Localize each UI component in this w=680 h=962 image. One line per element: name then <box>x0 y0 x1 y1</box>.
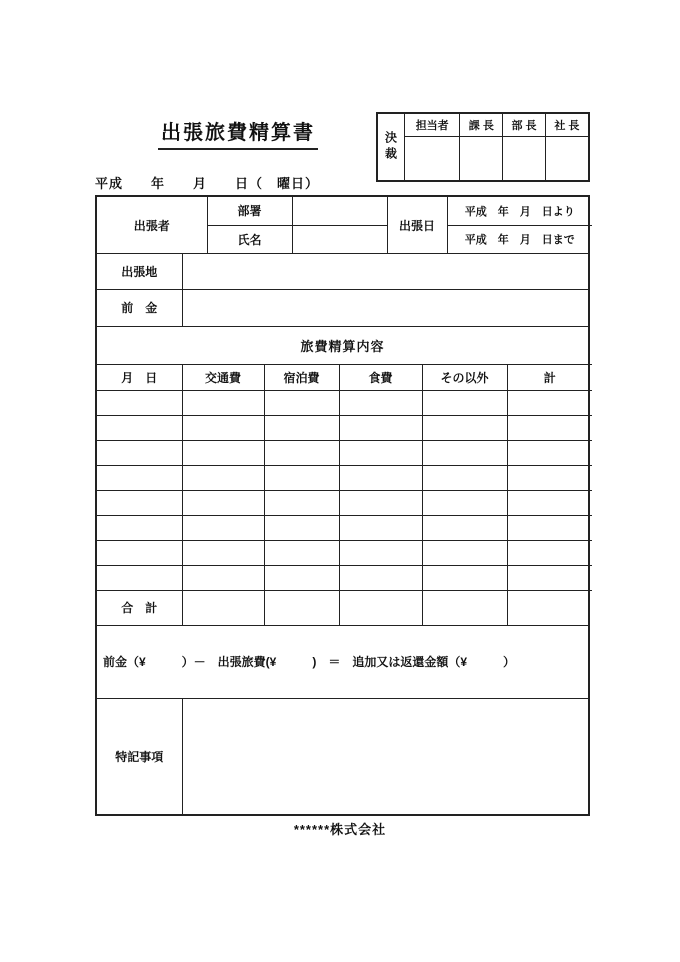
expense-empty-cell <box>507 566 592 591</box>
destination-input-cell <box>182 254 588 290</box>
department-label-cell: 部署 <box>207 197 292 225</box>
notes-label-cell: 特記事項 <box>97 699 182 814</box>
expense-empty-row <box>97 566 592 591</box>
expense-section-title-table <box>97 326 588 365</box>
expense-empty-cell <box>182 391 264 416</box>
approval-table <box>405 114 588 180</box>
expense-empty-row <box>97 441 592 466</box>
page-title: 出張旅費精算書 <box>158 116 318 150</box>
expense-empty-row <box>97 416 592 441</box>
department-input-cell <box>292 197 387 225</box>
expense-empty-cell <box>422 466 507 491</box>
approval-header-row <box>405 114 588 136</box>
expense-empty-rows <box>97 391 592 591</box>
total-value-cell <box>339 591 422 625</box>
expense-header-transport: 交通費 <box>182 365 264 391</box>
expense-empty-cell <box>339 566 422 591</box>
expense-empty-cell <box>422 416 507 441</box>
trip-date-from-cell: 平成 年 月 日より <box>464 205 575 218</box>
expense-empty-row <box>97 391 592 416</box>
expense-empty-cell <box>264 391 339 416</box>
expense-empty-cell <box>264 491 339 516</box>
expense-header-lodging: 宿泊費 <box>264 365 339 391</box>
settlement-formula-table <box>97 625 588 699</box>
approval-header-staff: 担当者 <box>405 114 460 136</box>
expense-section-title-row <box>97 326 588 364</box>
special-notes-table <box>97 698 588 814</box>
advance-row <box>97 290 588 326</box>
expense-empty-cell <box>507 391 592 416</box>
expense-empty-cell <box>264 516 339 541</box>
expense-breakdown-table <box>97 364 592 625</box>
expense-empty-cell <box>97 391 182 416</box>
expense-header-total: 計 <box>507 365 592 391</box>
traveler-label-cell: 出張者 <box>97 197 207 253</box>
approval-label: 決裁 <box>383 131 398 163</box>
total-value-cell <box>422 591 507 625</box>
expense-total-row <box>97 591 592 625</box>
approval-stamp-cell <box>460 136 503 180</box>
company-name: ******株式会社 <box>293 822 387 837</box>
expense-empty-cell <box>264 541 339 566</box>
traveler-row-1 <box>97 197 592 225</box>
expense-header-other: その以外 <box>422 365 507 391</box>
expense-empty-cell <box>339 541 422 566</box>
approval-header-department-head: 部 長 <box>503 114 546 136</box>
date-line: 平成 年 月 日（ 曜日） <box>95 176 320 191</box>
expense-header-meals: 食費 <box>339 365 422 391</box>
advance-input-cell <box>182 290 588 326</box>
destination-label-cell: 出張地 <box>97 254 182 290</box>
expense-empty-cell <box>507 491 592 516</box>
name-label-cell: 氏名 <box>207 225 292 253</box>
expense-section-title: 旅費精算内容 <box>97 326 588 364</box>
approval-stamp-cell <box>405 136 460 180</box>
trip-date-label-cell: 出張日 <box>387 197 447 253</box>
expense-empty-cell <box>97 416 182 441</box>
approval-stamp-box <box>376 112 590 182</box>
expense-empty-cell <box>182 416 264 441</box>
expense-empty-row <box>97 491 592 516</box>
expense-empty-cell <box>182 541 264 566</box>
expense-empty-cell <box>182 466 264 491</box>
expense-empty-cell <box>97 541 182 566</box>
approval-header-president: 社 長 <box>545 114 588 136</box>
approval-header-section-chief: 課 長 <box>460 114 503 136</box>
expense-header-month-day: 月 日 <box>97 365 182 391</box>
expense-empty-cell <box>507 466 592 491</box>
total-value-cell <box>182 591 264 625</box>
expense-empty-cell <box>182 516 264 541</box>
expense-empty-cell <box>422 541 507 566</box>
advance-label-cell: 前 金 <box>97 290 182 326</box>
traveler-info-table <box>97 197 592 253</box>
expense-empty-cell <box>339 416 422 441</box>
approval-stamp-row <box>405 136 588 180</box>
expense-empty-cell <box>339 466 422 491</box>
expense-empty-cell <box>507 541 592 566</box>
expense-empty-cell <box>422 441 507 466</box>
name-input-cell <box>292 225 387 253</box>
expense-empty-cell <box>422 566 507 591</box>
special-notes-row <box>97 699 588 814</box>
expense-empty-cell <box>507 516 592 541</box>
expense-empty-cell <box>339 441 422 466</box>
expense-header-row <box>97 365 592 391</box>
expense-empty-cell <box>264 566 339 591</box>
total-value-cell <box>507 591 592 625</box>
total-label-cell: 合 計 <box>97 591 182 625</box>
expense-empty-cell <box>182 566 264 591</box>
expense-empty-cell <box>182 491 264 516</box>
expense-empty-row <box>97 541 592 566</box>
expense-empty-cell <box>339 491 422 516</box>
main-form-table <box>95 195 590 816</box>
expense-empty-cell <box>97 466 182 491</box>
destination-advance-table <box>97 253 588 326</box>
expense-empty-cell <box>422 491 507 516</box>
approval-stamp-cell <box>545 136 588 180</box>
expense-empty-cell <box>97 566 182 591</box>
total-value-cell <box>264 591 339 625</box>
expense-empty-cell <box>422 391 507 416</box>
expense-empty-cell <box>264 466 339 491</box>
trip-date-to-cell: 平成 年 月 日まで <box>447 225 592 253</box>
expense-empty-cell <box>264 441 339 466</box>
expense-empty-cell <box>264 416 339 441</box>
expense-empty-cell <box>507 441 592 466</box>
expense-empty-cell <box>339 516 422 541</box>
expense-empty-cell <box>97 441 182 466</box>
expense-empty-row <box>97 466 592 491</box>
expense-empty-cell <box>422 516 507 541</box>
expense-empty-cell <box>182 441 264 466</box>
approval-stamp-cell <box>503 136 546 180</box>
destination-row <box>97 254 588 290</box>
settlement-formula-row <box>97 625 588 698</box>
expense-empty-cell <box>97 516 182 541</box>
expense-empty-cell <box>339 391 422 416</box>
notes-input-cell <box>182 699 588 814</box>
expense-empty-cell <box>507 416 592 441</box>
expense-empty-cell <box>97 491 182 516</box>
expense-empty-row <box>97 516 592 541</box>
approval-label-cell <box>378 114 405 180</box>
settlement-formula-cell: 前金（¥ ）－ 出張旅費(¥ ) ＝ 追加又は返還金額（¥ ） <box>97 625 588 698</box>
